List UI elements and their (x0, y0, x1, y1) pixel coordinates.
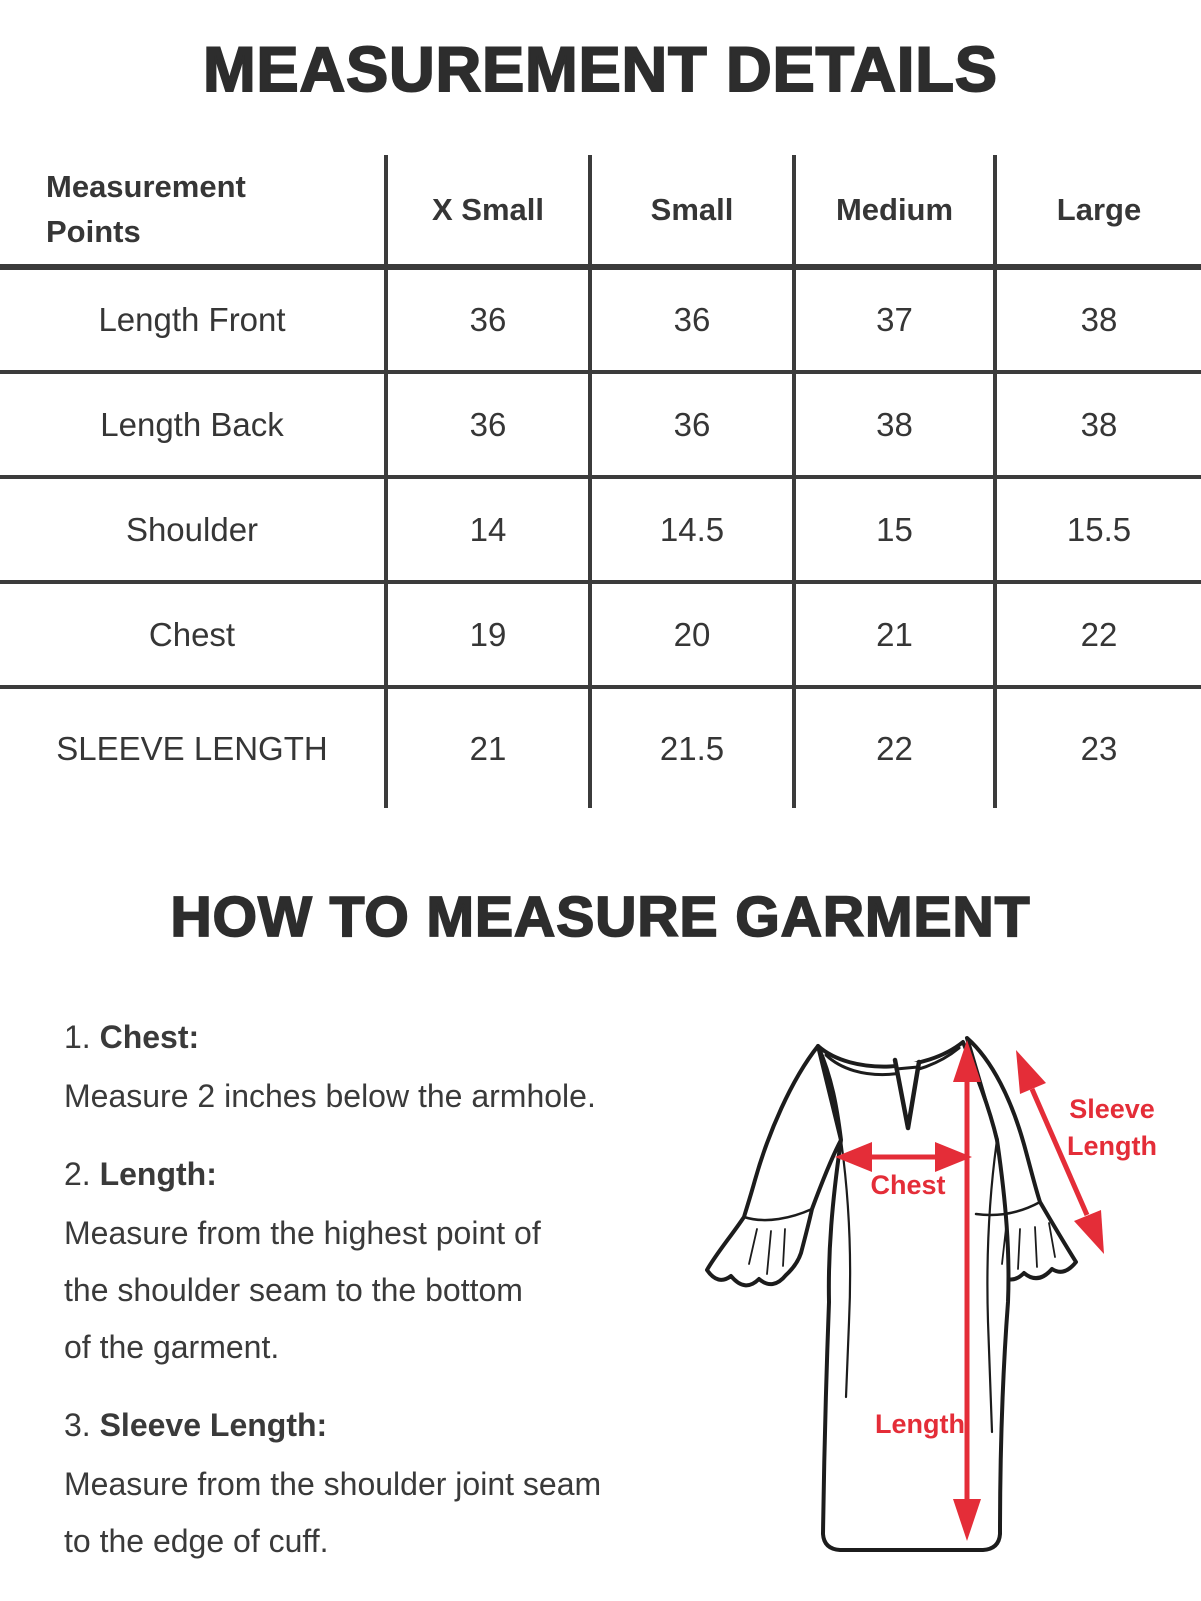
cell-value: 20 (590, 582, 794, 687)
instruction-number: 3. (64, 1407, 91, 1443)
cell-value: 36 (386, 372, 590, 477)
cell-value: 19 (386, 582, 590, 687)
column-header-small: Small (590, 155, 794, 267)
cell-value: 14.5 (590, 477, 794, 582)
instruction-chest (64, 1018, 724, 1125)
row-label: Length Back (0, 372, 386, 477)
column-header-measurement-points: Measurement Points (0, 155, 386, 267)
table-row (0, 582, 1201, 687)
cell-value: 15 (794, 477, 995, 582)
instruction-title: Length: (99, 1156, 217, 1192)
chest-label: Chest (870, 1170, 946, 1200)
cell-value: 38 (995, 372, 1201, 477)
table-row (0, 267, 1201, 372)
cell-value: 21 (386, 687, 590, 808)
cell-value: 38 (995, 267, 1201, 372)
cell-value: 36 (590, 267, 794, 372)
cell-value: 21.5 (590, 687, 794, 808)
cell-value: 37 (794, 267, 995, 372)
instruction-text: Measure 2 inches below the armhole. (64, 1078, 596, 1114)
row-label: Chest (0, 582, 386, 687)
column-header-x-small: X Small (386, 155, 590, 267)
measure-instructions (64, 1018, 724, 1600)
row-label: SLEEVE LENGTH (0, 687, 386, 808)
instruction-text: Measure from the shoulder joint seam (64, 1466, 602, 1502)
cell-value: 15.5 (995, 477, 1201, 582)
instruction-text: Measure from the highest point of (64, 1215, 541, 1251)
sleeve-length-label-line1: Sleeve (1069, 1094, 1155, 1124)
left-sleeve (707, 1046, 841, 1285)
cell-value: 22 (995, 582, 1201, 687)
cell-value: 36 (590, 372, 794, 477)
column-header-medium: Medium (794, 155, 995, 267)
cell-value: 38 (794, 372, 995, 477)
cell-value: 21 (794, 582, 995, 687)
garment-body (818, 1042, 1009, 1550)
instruction-text: of the garment. (64, 1329, 280, 1365)
garment-illustration (707, 1038, 1076, 1550)
table-row (0, 477, 1201, 582)
instruction-sleeve-length (64, 1406, 724, 1570)
cell-value: 36 (386, 267, 590, 372)
sleeve-length-label-line2: Length (1067, 1131, 1157, 1161)
garment-diagram (656, 1002, 1168, 1568)
instruction-text: to the edge of cuff. (64, 1523, 329, 1559)
instruction-title: Sleeve Length: (99, 1407, 328, 1443)
instruction-number: 1. (64, 1019, 91, 1055)
instruction-title: Chest: (99, 1019, 200, 1055)
row-label: Length Front (98, 301, 286, 338)
instruction-text: the shoulder seam to the bottom (64, 1272, 523, 1308)
cell-value: 23 (995, 687, 1201, 808)
column-header-large: Large (995, 155, 1201, 267)
table-row (0, 687, 1201, 808)
page-title: MEASUREMENT DETAILS (203, 35, 998, 105)
table-row (0, 372, 1201, 477)
cell-value: 22 (794, 687, 995, 808)
instruction-number: 2. (64, 1156, 91, 1192)
size-chart-table (0, 155, 1201, 808)
length-label: Length (875, 1409, 965, 1439)
instruction-length (64, 1155, 724, 1376)
cell-value: 14 (386, 477, 590, 582)
row-label: Shoulder (0, 477, 386, 582)
how-to-measure-title: HOW TO MEASURE GARMENT (170, 885, 1031, 949)
neck-notch-bar (896, 1067, 918, 1069)
table-header-row (0, 155, 1201, 267)
